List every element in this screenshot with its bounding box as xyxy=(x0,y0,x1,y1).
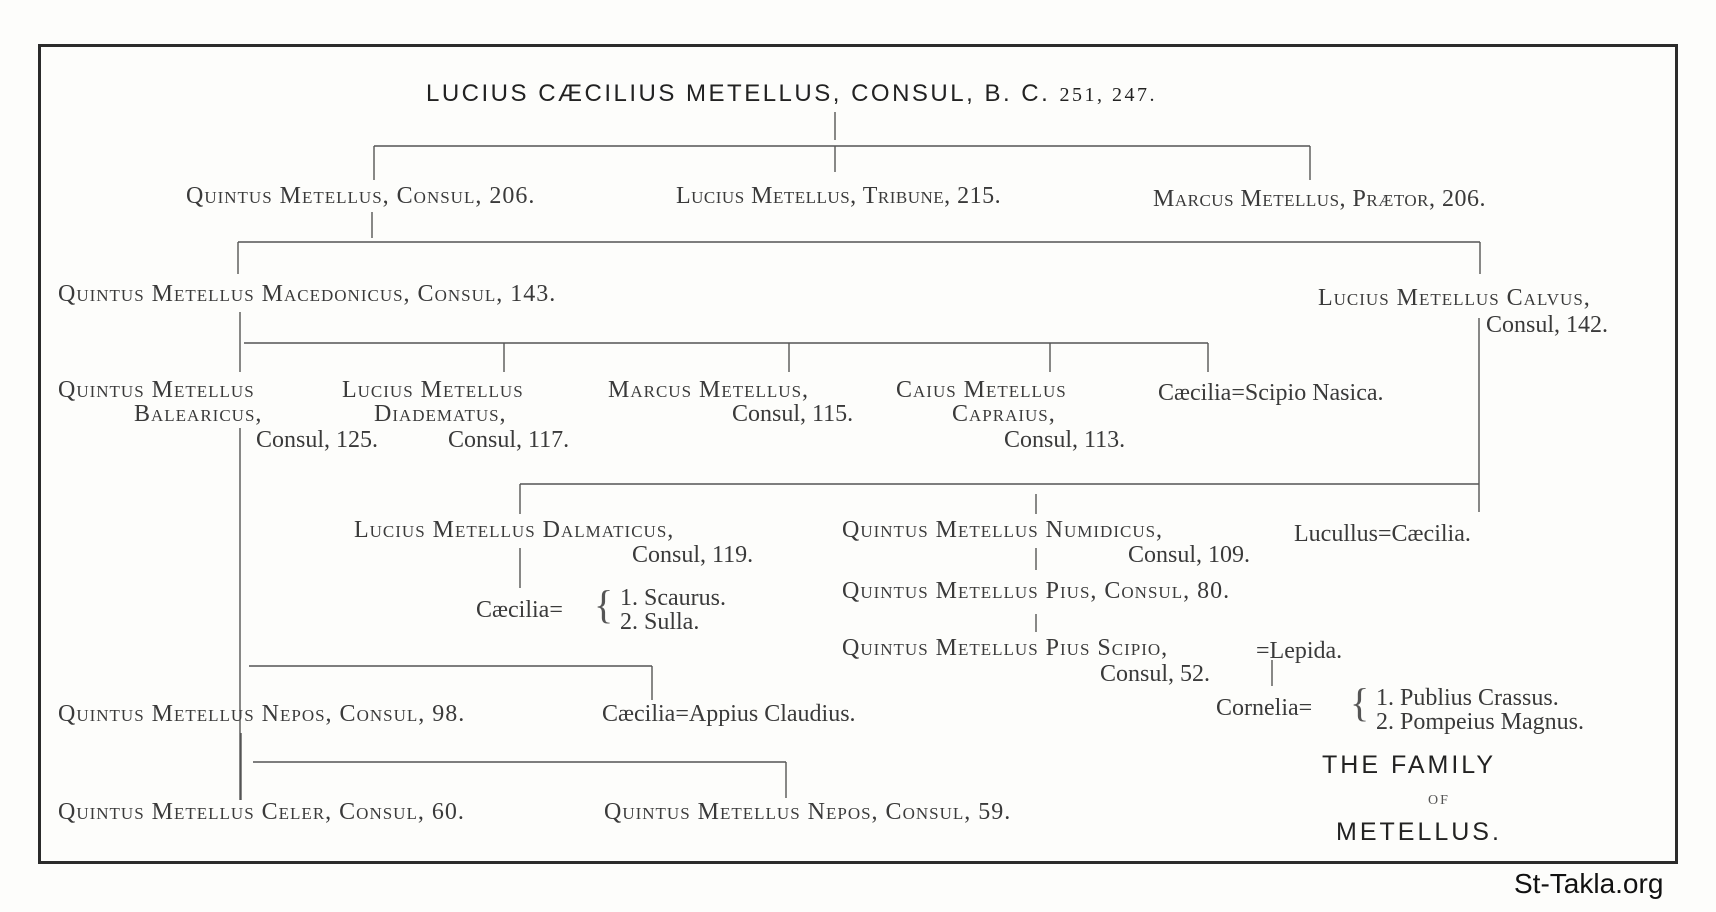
caecilia-appius-claudius: Cæcilia=Appius Claudius. xyxy=(602,701,856,727)
lucius-metellus-calvus: Lucius Metellus Calvus, xyxy=(1318,285,1591,311)
diadematus-name: Lucius Metellus xyxy=(342,377,524,403)
lucullus-caecilia: Lucullus=Cæcilia. xyxy=(1294,521,1471,547)
balearicus-title: Balearicus, xyxy=(134,401,263,427)
pius-scipio-name: Quintus Metellus Pius Scipio, xyxy=(842,635,1169,661)
watermark: St-Takla.org xyxy=(1514,868,1664,899)
lucius-metellus-tribune: Lucius Metellus, Tribune, 215. xyxy=(676,183,1002,209)
quintus-metellus-nepos-98: Quintus Metellus Nepos, Consul, 98. xyxy=(58,701,466,727)
quintus-metellus-pius: Quintus Metellus Pius, Consul, 80. xyxy=(842,578,1231,604)
balearicus-consul: Consul, 125. xyxy=(256,427,379,453)
caption-line-1: THE FAMILY xyxy=(1322,751,1497,779)
quintus-metellus-macedonicus: Quintus Metellus Macedonicus, Consul, 143. xyxy=(58,281,557,307)
dalmaticus-consul: Consul, 119. xyxy=(632,542,754,568)
cornelia-husband-2: 2. Pompeius Magnus. xyxy=(1376,709,1585,735)
marcus-metellus-praetor: Marcus Metellus, Prætor, 206. xyxy=(1153,186,1487,212)
root-ancestor-dates: 251, 247. xyxy=(1059,84,1157,106)
calvus-consul: Consul, 142. xyxy=(1486,312,1609,338)
cornelia-husband-1: 1. Publius Crassus. xyxy=(1376,685,1559,711)
numidicus-consul: Consul, 109. xyxy=(1128,542,1251,568)
root-ancestor-name: LUCIUS CÆCILIUS METELLUS, CONSUL, B. C. xyxy=(426,80,1051,107)
caecilia-husband-1: 1. Scaurus. xyxy=(620,585,726,611)
cornelia-prefix: Cornelia= xyxy=(1216,695,1313,721)
quintus-metellus-206: Quintus Metellus, Consul, 206. xyxy=(186,183,536,209)
diadematus-consul: Consul, 117. xyxy=(448,427,570,453)
brace-icon: { xyxy=(594,582,614,627)
marcus-metellus-name: Marcus Metellus, xyxy=(608,377,810,403)
numidicus-name: Quintus Metellus Numidicus, xyxy=(842,517,1164,543)
diadematus-title: Diadematus, xyxy=(374,401,507,427)
caprarius-title: Capraius, xyxy=(952,401,1056,427)
caecilia-husband-2: 2. Sulla. xyxy=(620,609,700,635)
marcus-metellus-consul: Consul, 115. xyxy=(732,401,854,427)
caprarius-name: Caius Metellus xyxy=(896,377,1067,403)
caecilia-prefix: Cæcilia= xyxy=(476,597,563,623)
caption-line-2: OF xyxy=(1428,793,1450,808)
pius-scipio-consul: Consul, 52. xyxy=(1100,661,1211,687)
brace-icon: { xyxy=(1350,680,1370,725)
caecilia-scipio-nasica: Cæcilia=Scipio Nasica. xyxy=(1158,380,1384,406)
balearicus-name: Quintus Metellus xyxy=(58,377,255,403)
caprarius-consul: Consul, 113. xyxy=(1004,427,1126,453)
root-ancestor xyxy=(426,80,1157,109)
dalmaticus-name: Lucius Metellus Dalmaticus, xyxy=(354,517,675,543)
quintus-metellus-nepos-59: Quintus Metellus Nepos, Consul, 59. xyxy=(604,799,1012,825)
caption-line-3: METELLUS. xyxy=(1336,818,1502,846)
pius-scipio-spouse: =Lepida. xyxy=(1256,638,1343,664)
quintus-metellus-celer: Quintus Metellus Celer, Consul, 60. xyxy=(58,799,465,825)
